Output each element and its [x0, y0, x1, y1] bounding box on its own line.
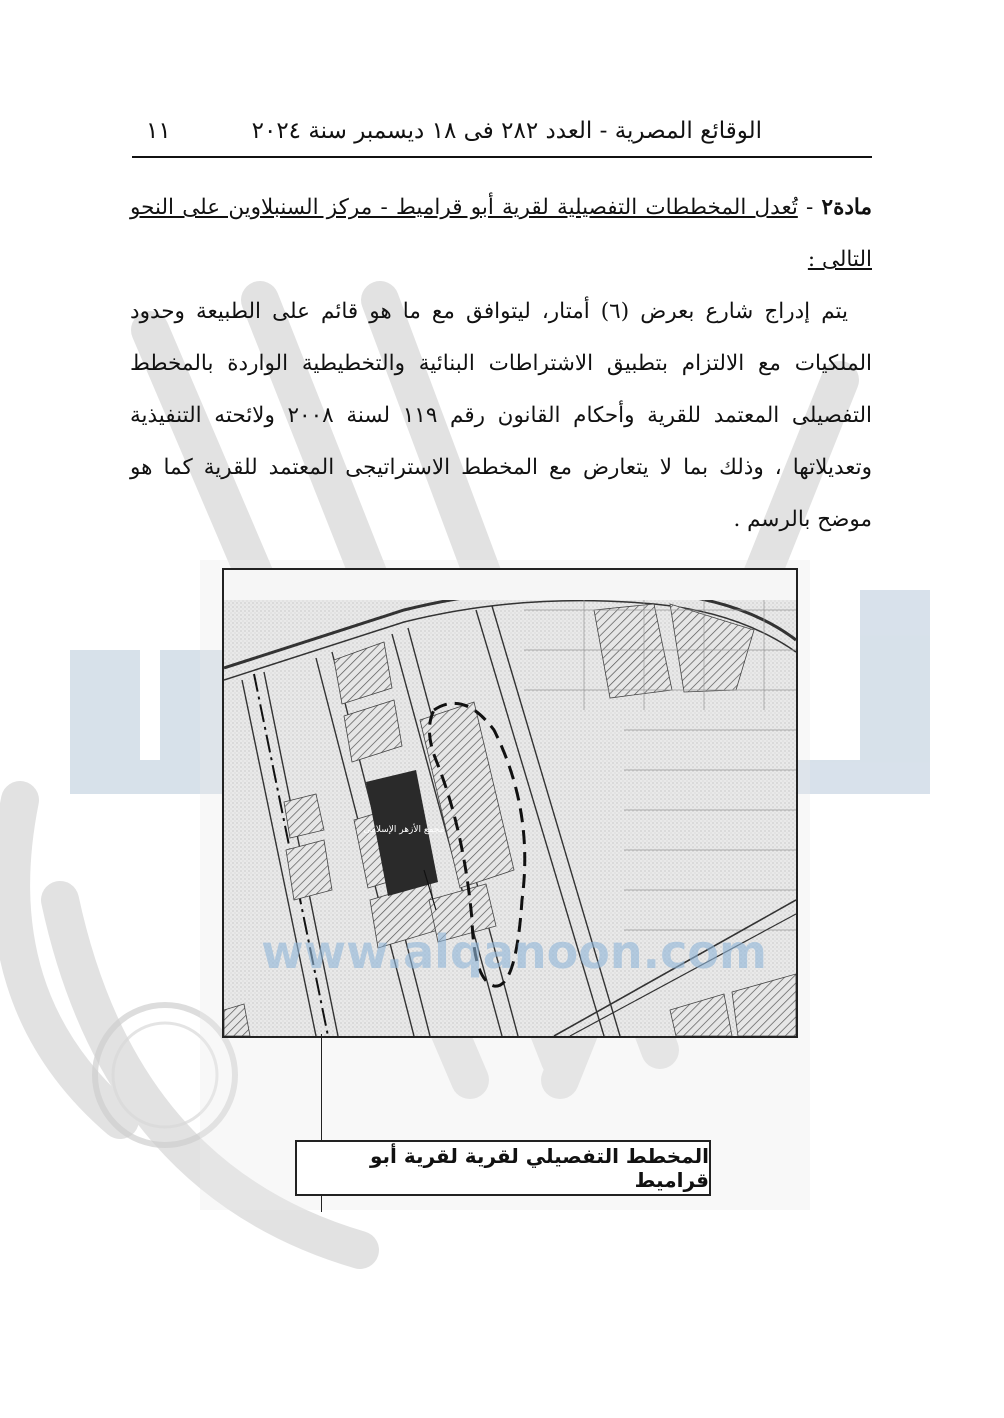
- article-body: [130, 182, 872, 546]
- article-label: مادة٢: [821, 195, 872, 220]
- article-heading: [130, 182, 872, 286]
- article-paragraph: يتم إدراج شارع بعرض (٦) أمتار، ليتوافق مع ما هو قائم على الطبيعة وحدود الملكيات مع الالتزام بتطبيق الاشتراطات البنائية والتخطيطية الواردة بالمخطط التفصيلى المعتمد للقرية وأحكام القانون رقم ١١٩ لسنة ٢٠٠٨ ولائحته التنفيذية وتعديلاتها ، وذلك بما لا يتعارض مع المخطط الاستراتيجى المعتمد للقرية كما هو موضح بالرسم .: [130, 299, 872, 532]
- site-plan-map: [222, 568, 798, 1038]
- page-number: ١١: [146, 118, 171, 144]
- map-caption-text: المخطط التفصيلي لقرية لقرية أبو قراميط: [369, 1144, 709, 1192]
- article-dash: -: [797, 195, 822, 220]
- article-intro: تُعدل المخططات التفصيلية لقرية أبو قراميط - مركز السنبلاوين على النحو التالى :: [130, 195, 872, 272]
- building-label: مجمع الأزهر الإسلامى: [363, 825, 445, 835]
- watermark-url: www.alqanoon.com: [261, 925, 767, 979]
- page-header: [132, 112, 872, 158]
- header-title: الوقائع المصرية - العدد ٢٨٢ فى ١٨ ديسمبر سنة ٢٠٢٤: [251, 118, 762, 144]
- map-caption: [295, 1140, 711, 1196]
- site-plan-drawing: [224, 570, 796, 1036]
